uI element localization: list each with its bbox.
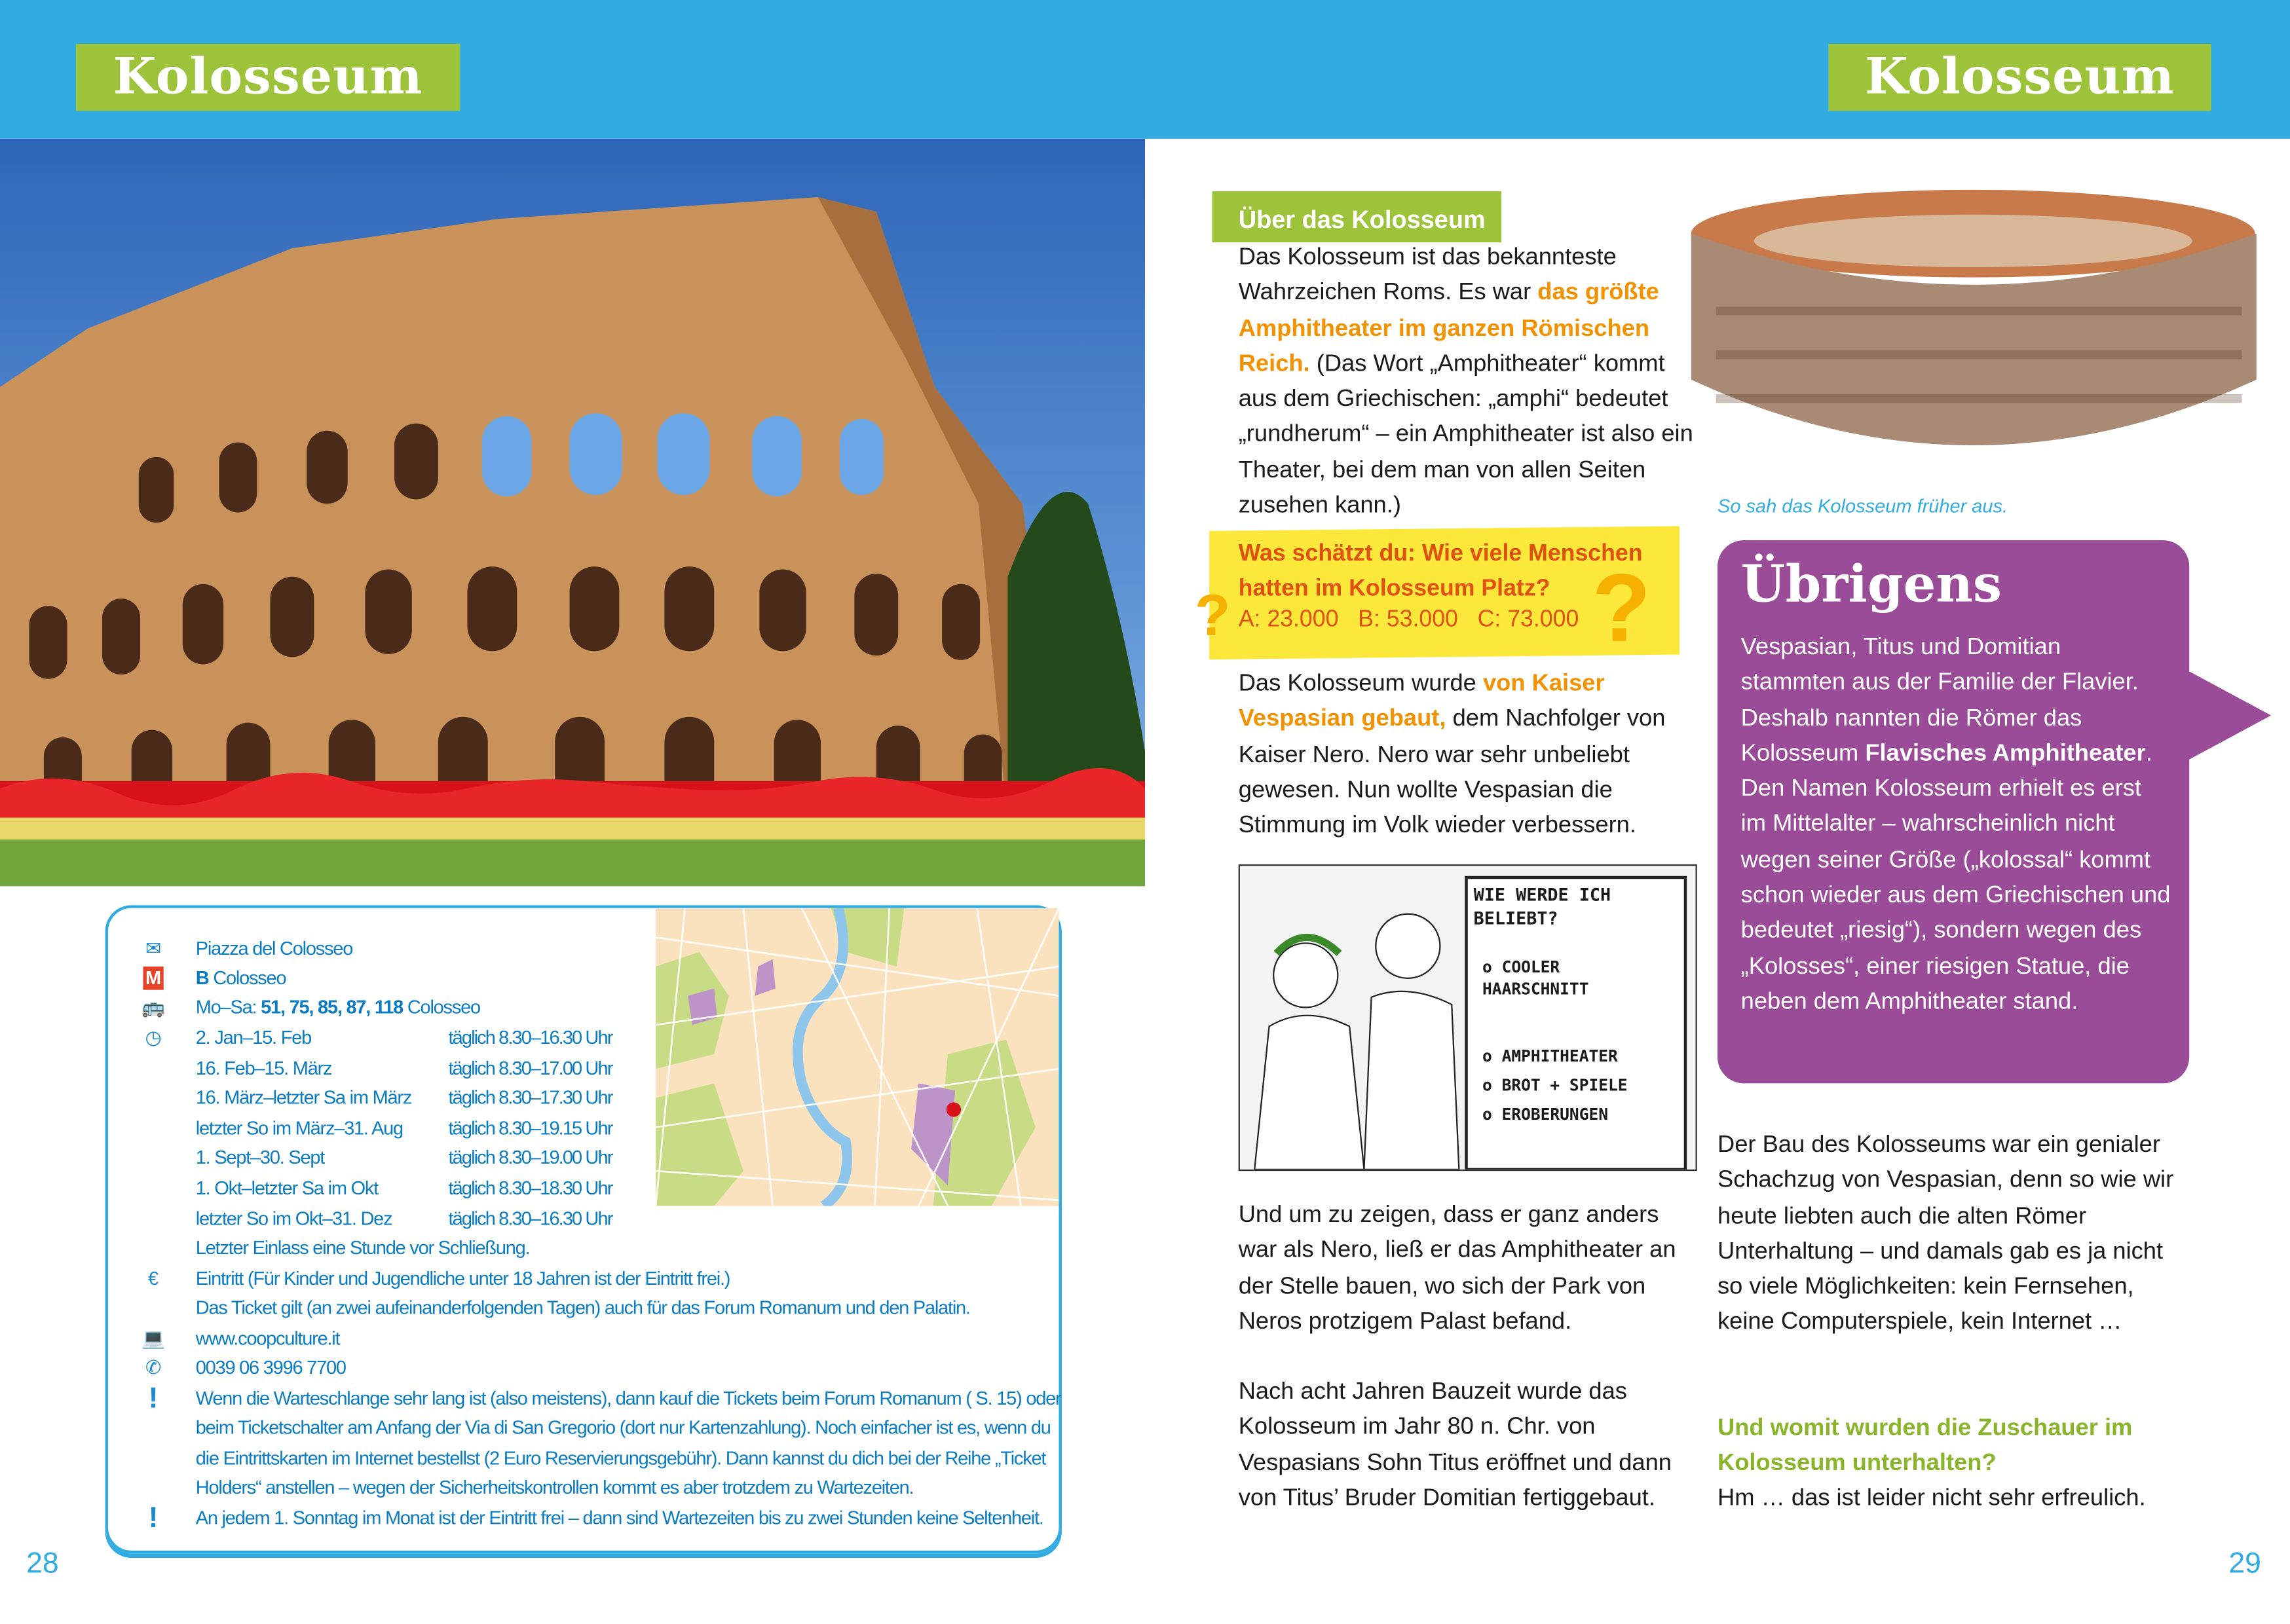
- tip-1-line-2: beim Ticketschalter am Anfang der Via di San Gregorio (dort nur Kartenzahlung). Noch einfacher ist es, wenn du: [195, 1416, 1051, 1439]
- model-caption: So sah das Kolosseum früher aus.: [1718, 494, 2008, 517]
- uebrigens-box: [1718, 540, 2189, 1083]
- ticket-note: Das Ticket gilt (an zwei aufeinanderfolgenden Tagen) auch für das Forum Romanum und den Palatin.: [195, 1296, 970, 1319]
- hours-period: letzter So im März–31. Aug: [195, 1116, 403, 1139]
- right-page-title: Kolosseum: [1828, 44, 2211, 111]
- hours-period: 16. März–letzter Sa im März: [195, 1086, 412, 1109]
- website-link[interactable]: www.coopculture.it: [195, 1327, 340, 1350]
- titus-text: Nach acht Jahren Bauzeit wurde das Kolosseum im Jahr 80 n. Chr. von Vespasians Sohn Titus eröffnet und dann von Titus’ Bruder Domitian fertiggebaut.: [1238, 1378, 1672, 1511]
- sign-item: o EROBERUNGEN: [1482, 1105, 1608, 1124]
- euro-icon: €: [148, 1267, 159, 1289]
- tip-1-line-1: Wenn die Warteschlange sehr lang ist (also meistens), dann kauf die Tickets beim Forum Romanum ( S. 15) oder: [195, 1387, 1061, 1409]
- entertainment-question: Und womit wurden die Zuschauer im Kolosseum unterhalten?: [1718, 1414, 2133, 1477]
- exclamation-icon: !: [148, 1502, 159, 1535]
- hours-row: [195, 1144, 612, 1173]
- sign-item: o AMPHITHEATER: [1482, 1046, 1618, 1066]
- bau-text: Der Bau des Kolosseums war ein genialer Schachzug von Vespasian, denn so wie wir heute liebten auch die alten Römer Unterhaltung – und damals gab es ja nicht so viele Möglichkeiten: kein Fernsehen, keine Computerspiele, kein Internet …: [1718, 1131, 2174, 1335]
- sign-item: o COOLER HAARSCHNITT: [1482, 957, 1589, 999]
- address: Piazza del Colosseo: [195, 937, 353, 959]
- entertainment-answer: Hm … das ist leider nicht sehr erfreulich.: [1718, 1485, 2146, 1511]
- speech-pointer: [2176, 664, 2271, 766]
- about-text: Das Kolosseum ist das bekannteste Wahrzeichen Roms. Es war das größte Amphitheater im ganzen Römischen Reich. (Das Wort „Amphitheater“ kommt aus dem Griechischen: „amphi“ bedeutet „rundherum“ – ein Amphitheater ist also ein Theater, bei dem man von allen Seiten zusehen kann.): [1238, 244, 1693, 519]
- phone: 0039 06 3996 7700: [195, 1356, 346, 1378]
- hours-time: täglich 8.30–19.15 Uhr: [448, 1116, 612, 1139]
- admission: Eintritt (Für Kinder und Jugendliche unter 18 Jahren ist der Eintritt frei.): [195, 1267, 730, 1289]
- hours-period: 1. Okt–letzter Sa im Okt: [195, 1177, 379, 1199]
- hours-row: [195, 1024, 612, 1053]
- uebrigens-heading: Übrigens: [1740, 555, 2002, 615]
- bus-lines: Mo–Sa: 51, 75, 85, 87, 118 Colosseo: [195, 995, 480, 1018]
- tip-2: An jedem 1. Sonntag im Monat ist der Eintritt frei – dann sind Wartezeiten bis zu zwei Stunden keine Seltenheit.: [195, 1506, 1043, 1529]
- nero-text: Und um zu zeigen, dass er ganz anders war als Nero, ließ er das Amphitheater an der Stelle bauen, wo sich der Park von Neros protzigem Palast befand.: [1238, 1201, 1676, 1335]
- built-text: Das Kolosseum wurde von Kaiser Vespasian gebaut, dem Nachfolger von Kaiser Nero. Nero war sehr unbeliebt gewesen. Nun wollte Vespasian die Stimmung im Volk wieder verbessern.: [1238, 670, 1666, 839]
- clock-icon: ◷: [145, 1026, 162, 1048]
- sign-title: WIE WERDE ICH BELIEBT?: [1473, 885, 1611, 929]
- page-number-left: 28: [26, 1547, 59, 1580]
- hours-time: täglich 8.30–16.30 Uhr: [448, 1026, 612, 1048]
- hours-time: täglich 8.30–17.30 Uhr: [448, 1086, 612, 1109]
- metro: B Colosseo: [195, 966, 286, 989]
- hours-period: 16. Feb–15. März: [195, 1056, 332, 1079]
- tip-1-line-4: Holders“ anstellen – wegen der Sicherheitskontrollen kommt es aber trotzdem zu Wartezeiten.: [195, 1476, 914, 1498]
- hours-row: [195, 1054, 612, 1083]
- computer-icon: 💻: [141, 1327, 166, 1350]
- quiz-answers: A: 23.000 B: 53.000 C: 73.000: [1238, 607, 1579, 633]
- hours-time: täglich 8.30–17.00 Uhr: [448, 1056, 612, 1079]
- hours-row: [195, 1114, 612, 1143]
- question-mark-icon: ?: [1194, 583, 1231, 648]
- cartoon-illustration: [1239, 864, 1697, 1171]
- tip-1-line-3: die Eintrittskarten im Internet bestellst (2 Euro Reservierungsgebühr). Dann kannst du dich bei der Reihe „Ticket: [195, 1447, 1046, 1469]
- hours-row: [195, 1204, 612, 1234]
- uebrigens-text: Vespasian, Titus und Domitian stammten aus der Familie der Flavier. Deshalb nannten die Römer das Kolosseum Flavisches Amphitheater. Den Namen Kolosseum erhielt es erst im Mittelalter – wahrscheinlich nicht wegen seiner Größe („kolossal“ kommt schon wieder aus dem Griechischen und bedeutet „riesig“), sondern wegen des „Kolosses“, einer riesigen Statue, die neben dem Amphitheater stand.: [1740, 633, 2171, 1015]
- hours-time: täglich 8.30–19.00 Uhr: [448, 1147, 612, 1169]
- hours-period: 1. Sept–30. Sept: [195, 1147, 325, 1169]
- question-mark-icon: ?: [1592, 553, 1651, 662]
- hours-period: letzter So im Okt–31. Dez: [195, 1206, 392, 1229]
- bus-icon: 🚌: [141, 995, 166, 1018]
- phone-icon: ✆: [145, 1356, 162, 1378]
- hours-time: täglich 8.30–18.30 Uhr: [448, 1177, 612, 1199]
- about-heading: Über das Kolosseum: [1212, 191, 1501, 242]
- location-marker: [947, 1102, 961, 1116]
- sign-item: o BROT + SPIELE: [1482, 1076, 1628, 1096]
- last-entry: Letzter Einlass eine Stunde vor Schließung.: [195, 1236, 530, 1259]
- hours-row: [195, 1174, 612, 1204]
- colosseum-model-image: [1687, 175, 2261, 482]
- metro-icon: M: [143, 967, 164, 990]
- exclamation-icon: !: [148, 1382, 159, 1415]
- hours-time: täglich 8.30–16.30 Uhr: [448, 1206, 612, 1229]
- page-number-right: 29: [2228, 1547, 2261, 1580]
- hours-row: [195, 1084, 612, 1113]
- hours-period: 2. Jan–15. Feb: [195, 1026, 311, 1048]
- rome-map: [656, 908, 1059, 1206]
- left-page-title: Kolosseum: [76, 44, 460, 111]
- quiz-question: Was schätzt du: Wie viele Menschen hatten im Kolosseum Platz?: [1238, 542, 1643, 602]
- address-icon: ✉: [145, 937, 162, 959]
- colosseum-photo: [0, 139, 1145, 887]
